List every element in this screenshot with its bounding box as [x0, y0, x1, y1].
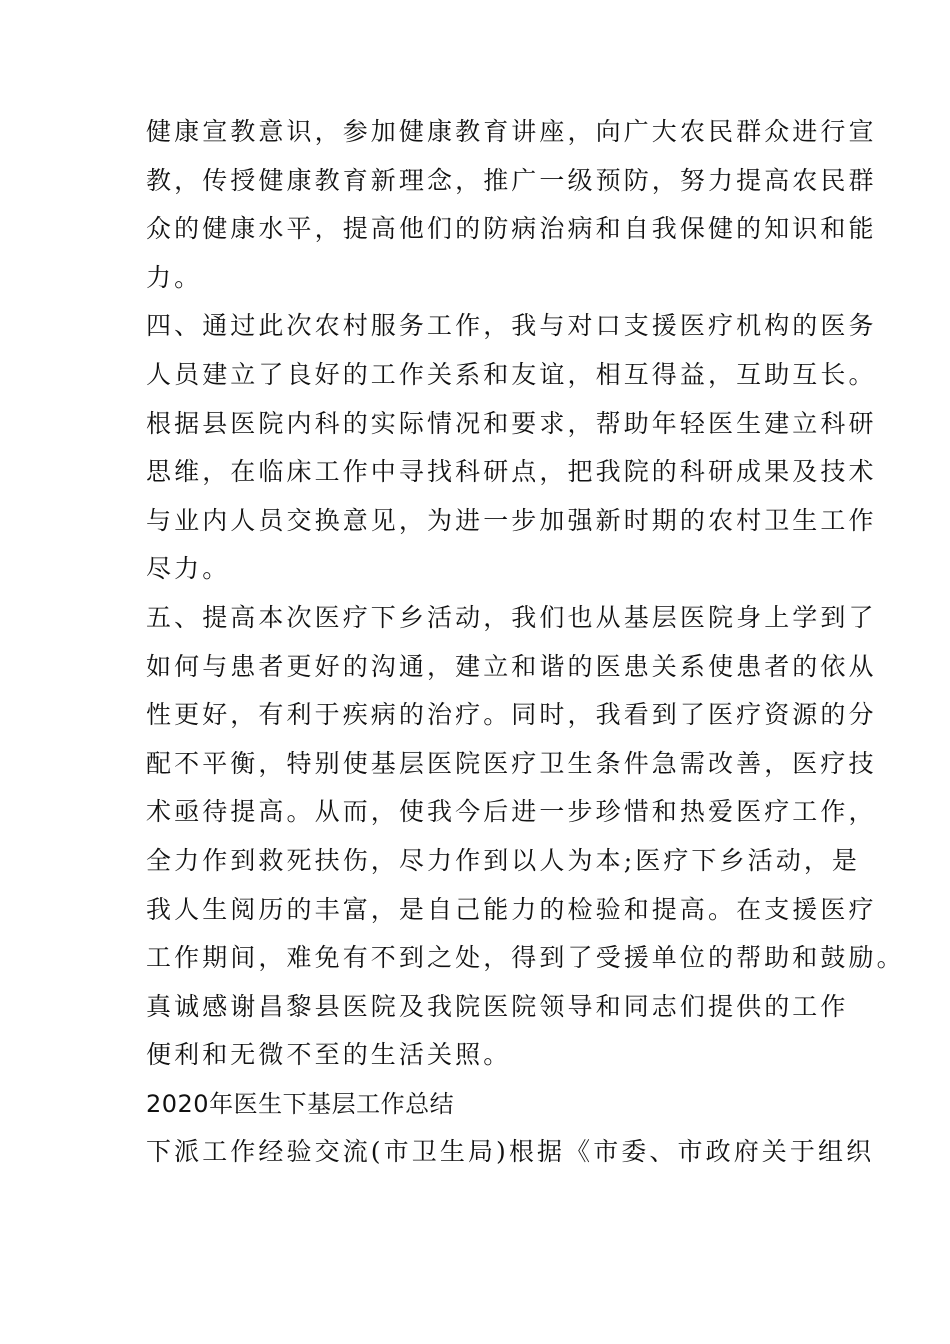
text-line: 尽力。 — [146, 554, 231, 584]
text-line: 思维，在临床工作中寻找科研点，把我院的科研成果及技术 — [146, 457, 877, 487]
text-line: 力。 — [146, 262, 203, 292]
paragraph-section-four — [146, 302, 877, 594]
paragraph-section-five — [146, 594, 905, 1080]
text-line: 真诚感谢昌黎县医院及我院医院领导和同志们提供的工作 — [146, 991, 849, 1021]
text-line: 众的健康水平，提高他们的防病治病和自我保健的知识和能 — [146, 214, 877, 244]
text-line: 五、提高本次医疗下乡活动，我们也从基层医院身上学到了 — [146, 602, 877, 632]
document-page — [146, 108, 905, 1177]
text-line: 下派工作经验交流(市卫生局)根据《市委、市政府关于组织 — [146, 1137, 875, 1167]
section-heading: 2020年医生下基层工作总结 — [146, 1089, 455, 1118]
text-line: 工作期间，难免有不到之处，得到了受援单位的帮助和鼓励。 — [146, 943, 905, 973]
text-line: 如何与患者更好的沟通，建立和谐的医患关系使患者的依从 — [146, 651, 877, 681]
text-line: 教，传授健康教育新理念，推广一级预防，努力提高农民群 — [146, 165, 877, 195]
text-line: 与业内人员交换意见，为进一步加强新时期的农村卫生工作 — [146, 505, 877, 535]
text-line: 术亟待提高。从而，使我今后进一步珍惜和热爱医疗工作， — [146, 797, 877, 827]
paragraph-health-education — [146, 108, 877, 302]
text-line: 根据县医院内科的实际情况和要求，帮助年轻医生建立科研 — [146, 408, 877, 438]
text-line: 便利和无微不至的生活关照。 — [146, 1040, 512, 1070]
text-line: 性更好，有利于疾病的治疗。同时，我看到了医疗资源的分 — [146, 700, 877, 730]
text-line: 我人生阅历的丰富，是自己能力的检验和提高。在支援医疗 — [146, 894, 877, 924]
text-line: 全力作到救死扶伤，尽力作到以人为本;医疗下乡活动，是 — [146, 845, 861, 875]
text-line: 健康宣教意识，参加健康教育讲座，向广大农民群众进行宣 — [146, 117, 877, 146]
text-line: 人员建立了良好的工作关系和友谊，相互得益，互助互长。 — [146, 359, 877, 389]
text-line: 配不平衡，特别使基层医院医疗卫生条件急需改善，医疗技 — [146, 748, 877, 778]
text-line: 四、通过此次农村服务工作，我与对口支援医疗机构的医务 — [146, 311, 877, 341]
